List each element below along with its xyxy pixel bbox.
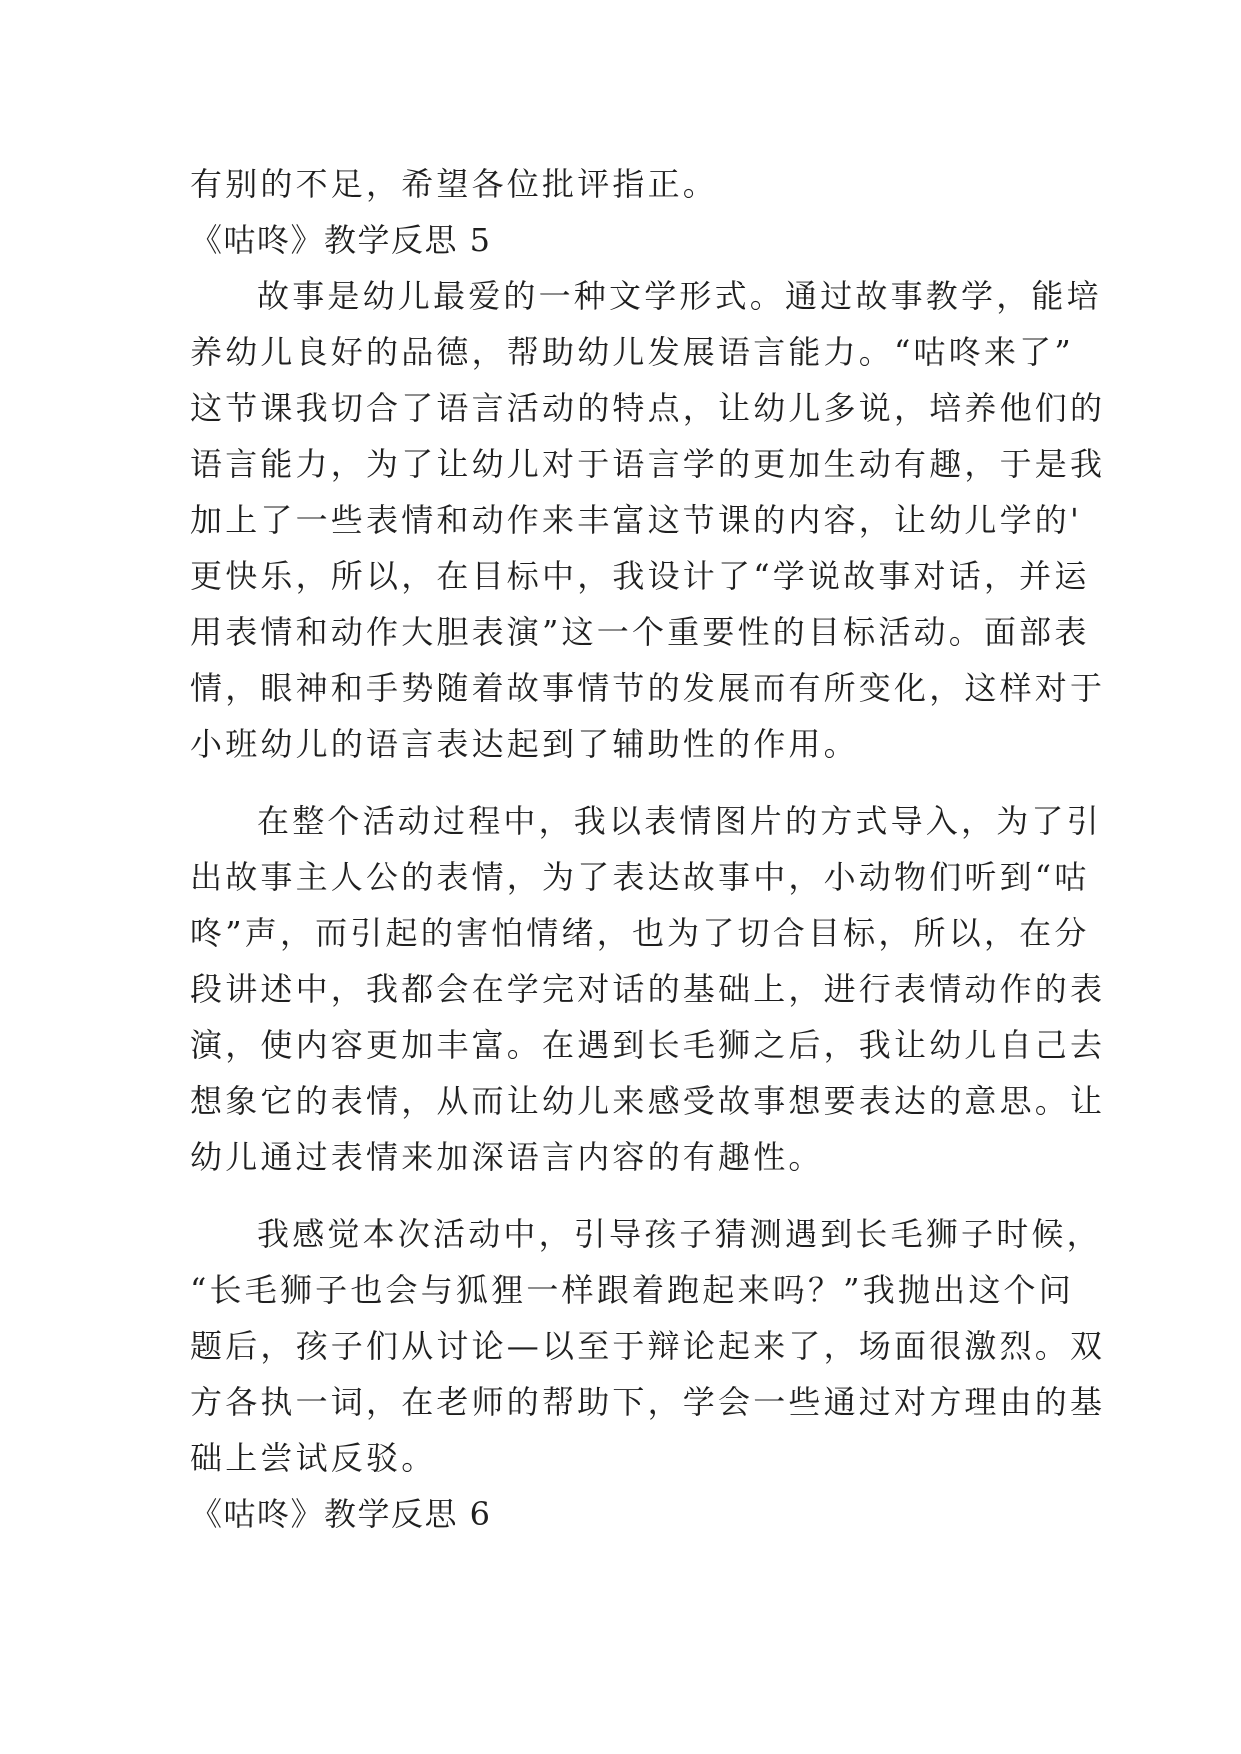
paragraph-line: 想象它的表情，从而让幼儿来感受故事想要表达的意思。让 xyxy=(190,1082,1106,1120)
paragraph-line: 小班幼儿的语言表达起到了辅助性的作用。 xyxy=(190,725,859,763)
paragraph-line: 咚”声，而引起的害怕情绪，也为了切合目标，所以，在分 xyxy=(190,914,1090,952)
section-5-paragraph-1 xyxy=(190,268,1106,772)
paragraph-line: 加上了一些表情和动作来丰富这节课的内容，让幼儿学的' xyxy=(190,501,1082,539)
paragraph-line: 题后，孩子们从讨论—以至于辩论起来了，场面很激烈。双 xyxy=(190,1327,1106,1365)
paragraph-line: “长毛狮子也会与狐狸一样跟着跑起来吗？”我抛出这个问 xyxy=(190,1271,1074,1309)
section-6-title: 《咕咚》教学反思 6 xyxy=(190,1495,492,1533)
paragraph-line: 故事是幼儿最爱的一种文学形式。通过故事教学，能培 xyxy=(257,277,1102,315)
paragraph-line: 情，眼神和手势随着故事情节的发展而有所变化，这样对于 xyxy=(190,669,1106,707)
paragraph-line: 出故事主人公的表情，为了表达故事中，小动物们听到“咕 xyxy=(190,858,1090,896)
section-5-paragraph-3 xyxy=(190,1206,1106,1486)
section-5-paragraph-2 xyxy=(190,793,1106,1185)
paragraph-line: 更快乐，所以，在目标中，我设计了“学说故事对话，并运 xyxy=(190,557,1090,595)
paragraph-line: 我感觉本次活动中，引导孩子猜测遇到长毛狮子时候， xyxy=(257,1215,1102,1253)
paragraph-line: 础上尝试反驳。 xyxy=(190,1439,437,1477)
paragraph-line: 语言能力，为了让幼儿对于语言学的更加生动有趣，于是我 xyxy=(190,445,1106,483)
paragraph-line: 用表情和动作大胆表演”这一个重要性的目标活动。面部表 xyxy=(190,613,1090,651)
document-body xyxy=(190,156,1106,1542)
paragraph-line: 这节课我切合了语言活动的特点，让幼儿多说，培养他们的 xyxy=(190,389,1106,427)
section-5-title: 《咕咚》教学反思 5 xyxy=(190,221,492,259)
paragraph-line: 演，使内容更加丰富。在遇到长毛狮之后，我让幼儿自己去 xyxy=(190,1026,1106,1064)
paragraph-line: 段讲述中，我都会在学完对话的基础上，进行表情动作的表 xyxy=(190,970,1106,1008)
paragraph-line: 在整个活动过程中，我以表情图片的方式导入，为了引 xyxy=(257,802,1102,840)
paragraph-line: 方各执一词，在老师的帮助下，学会一些通过对方理由的基 xyxy=(190,1383,1106,1421)
intro-line: 有别的不足，希望各位批评指正。 xyxy=(190,165,719,203)
paragraph-line: 养幼儿良好的品德，帮助幼儿发展语言能力。“咕咚来了” xyxy=(190,333,1074,371)
paragraph-line: 幼儿通过表情来加深语言内容的有趣性。 xyxy=(190,1138,824,1176)
